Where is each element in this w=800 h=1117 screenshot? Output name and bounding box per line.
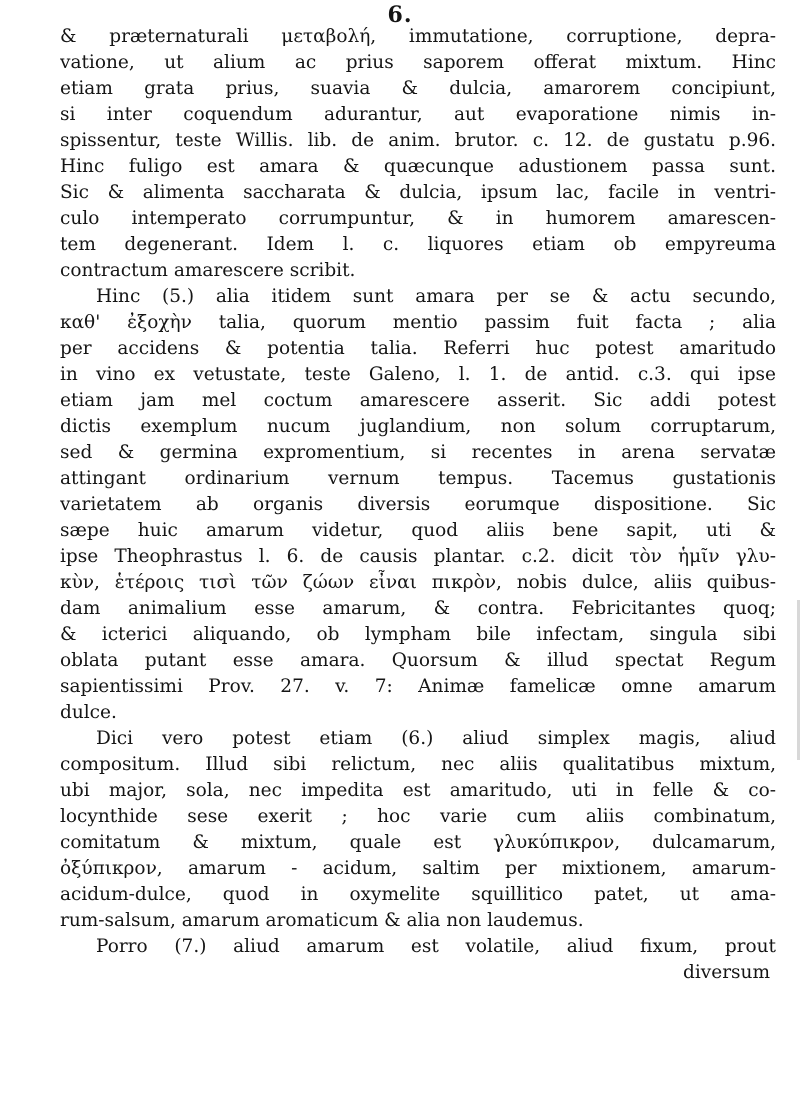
text-line: etiam grata prius, suavia & dulcia, amarorem concipiunt, bbox=[60, 78, 776, 99]
text-line: spissentur, teste Willis. lib. de anim. brutor. c. 12. de gustatu p.96. bbox=[60, 130, 776, 151]
text-line: ipse Theophrastus l. 6. de causis plantar. c.2. dicit τὸν ἡμῖν γλυ- bbox=[60, 546, 776, 567]
catchword: diversum bbox=[683, 962, 770, 983]
text-line: Hinc fuligo est amara & quæcunque adustionem passa sunt. bbox=[60, 156, 776, 177]
text-line: Dici vero potest etiam (6.) aliud simplex magis, aliud bbox=[96, 728, 776, 749]
text-line: dictis exemplum nucum juglandium, non solum corruptarum, bbox=[60, 416, 776, 437]
text-line: κὺν, ἑτέροις τισὶ τῶν ζώων εἶναι πικρὸν, nobis dulce, aliis quibus- bbox=[60, 572, 776, 593]
text-line: compositum. Illud sibi relictum, nec aliis qualitatibus mixtum, bbox=[60, 754, 776, 775]
text-line: tem degenerant. Idem l. c. liquores etiam ob empyreuma bbox=[60, 234, 776, 255]
body-text bbox=[60, 24, 776, 986]
text-line: sapientissimi Prov. 27. v. 7: Animæ famelicæ omne amarum bbox=[60, 676, 776, 697]
text-line: per accidens & potentia talia. Referri huc potest amaritudo bbox=[60, 338, 776, 359]
text-line: culo intemperato corrumpuntur, & in humorem amarescen- bbox=[60, 208, 776, 229]
text-line: Hinc (5.) alia itidem sunt amara per se & actu secundo, bbox=[96, 286, 776, 307]
text-line: & icterici aliquando, ob lympham bile infectam, singula sibi bbox=[60, 624, 776, 645]
text-line: varietatem ab organis diversis eorumque dispositione. Sic bbox=[60, 494, 776, 515]
text-line: & præternaturali μεταβολή, immutatione, corruptione, depra- bbox=[60, 26, 776, 47]
text-line: acidum-dulce, quod in oxymelite squillitico patet, ut ama- bbox=[60, 884, 776, 905]
text-line: Sic & alimenta saccharata & dulcia, ipsum lac, facile in ventri- bbox=[60, 182, 776, 203]
text-line: ubi major, sola, nec impedita est amaritudo, uti in felle & co- bbox=[60, 780, 776, 801]
text-line: ὀξύπικρον, amarum - acidum, saltim per mixtionem, amarum- bbox=[60, 858, 776, 879]
text-line: locynthide sese exerit ; hoc varie cum aliis combinatum, bbox=[60, 806, 776, 827]
text-line: sed & germina expromentium, si recentes in arena servatæ bbox=[60, 442, 776, 463]
text-line: si inter coquendum adurantur, aut evaporatione nimis in- bbox=[60, 104, 776, 125]
text-line: dam animalium esse amarum, & contra. Febricitantes quoq; bbox=[60, 598, 776, 619]
text-line: contractum amarescere scribit. bbox=[60, 260, 356, 281]
text-line: Porro (7.) aliud amarum est volatile, aliud fixum, prout bbox=[96, 936, 776, 957]
page-number: 6. bbox=[387, 2, 413, 28]
text-line: rum-salsum, amarum aromaticum & alia non laudemus. bbox=[60, 910, 584, 931]
text-line: comitatum & mixtum, quale est γλυκύπικρον, dulcamarum, bbox=[60, 832, 776, 853]
text-line: attingant ordinarium vernum tempus. Tacemus gustationis bbox=[60, 468, 776, 489]
text-line: vatione, ut alium ac prius saporem offerat mixtum. Hinc bbox=[60, 52, 776, 73]
text-line: καθ' ἐξοχὴν talia, quorum mentio passim fuit facta ; alia bbox=[60, 312, 776, 333]
text-line: in vino ex vetustate, teste Galeno, l. 1. de antid. c.3. qui ipse bbox=[60, 364, 776, 385]
text-line: etiam jam mel coctum amarescere asserit. Sic addi potest bbox=[60, 390, 776, 411]
text-line: oblata putant esse amara. Quorsum & illud spectat Regum bbox=[60, 650, 776, 671]
text-line: dulce. bbox=[60, 702, 117, 723]
text-line: sæpe huic amarum videtur, quod aliis bene sapit, uti & bbox=[60, 520, 776, 541]
